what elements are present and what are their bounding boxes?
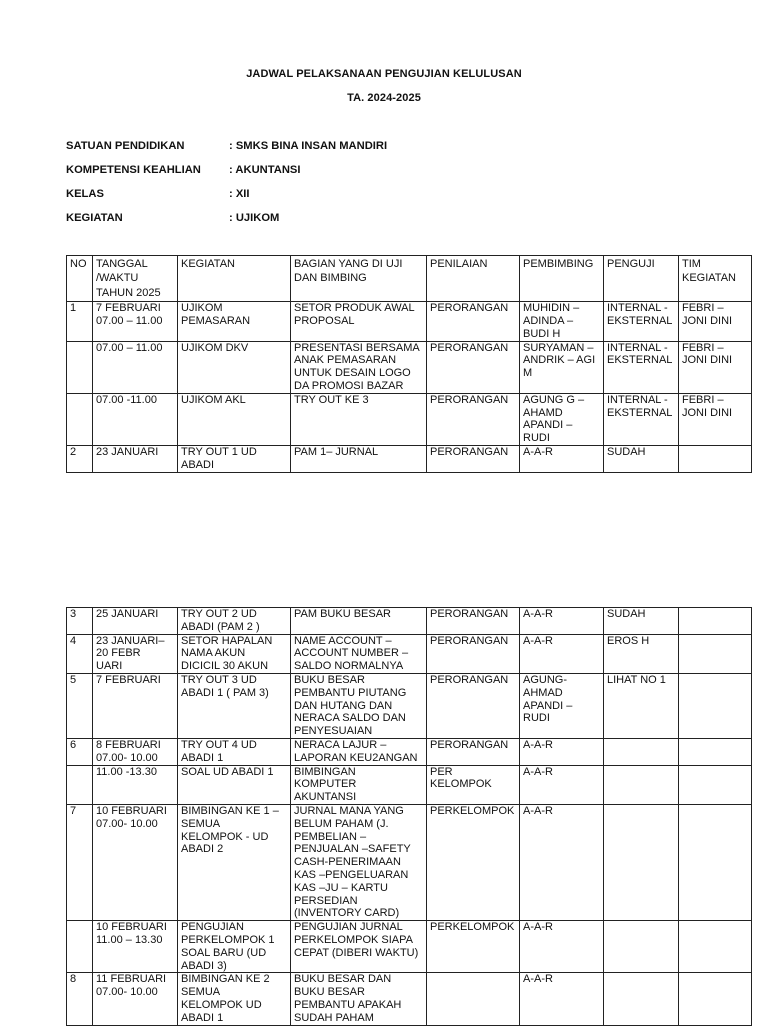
cell-tanggal-waktu: 23 JANUARI: [93, 445, 178, 472]
header-cell-pembimbing: PEMBIMBING: [520, 256, 604, 302]
schedule-table-part-1: [66, 255, 752, 473]
cell-bagian-diuji: TRY OUT KE 3: [291, 393, 427, 445]
info-label: KEGIATAN: [66, 212, 123, 224]
cell-tanggal-waktu: 7 FEBRUARI 07.00 – 11.00: [93, 302, 178, 341]
cell-no: 8: [67, 973, 93, 1025]
cell-bagian-diuji: PRESENTASI BERSAMA ANAK PEMASARAN UNTUK DESAIN LOGO DA PROMOSI BAZAR: [291, 341, 427, 393]
cell-tim-kegiatan: FEBRI – JONI DINI: [679, 393, 752, 445]
cell-tanggal-waktu: 10 FEBRUARI 07.00- 10.00: [93, 804, 178, 920]
cell-tim-kegiatan: [679, 673, 752, 738]
cell-no: 5: [67, 673, 93, 738]
cell-penguji: INTERNAL - EKSTERNAL: [604, 393, 679, 445]
cell-penguji: EROS H: [604, 634, 679, 673]
cell-no: [67, 341, 93, 393]
cell-pembimbing: AGUNG G – AHAMD APANDI – RUDI: [520, 393, 604, 445]
cell-penguji: [604, 765, 679, 804]
table-row: [67, 445, 752, 472]
cell-pembimbing: A-A-R: [520, 804, 604, 920]
table-row: [67, 738, 752, 765]
cell-kegiatan: TRY OUT 2 UD ABADI (PAM 2 ): [178, 608, 291, 635]
cell-bagian-diuji: SETOR PRODUK AWAL PROPOSAL: [291, 302, 427, 341]
cell-bagian-diuji: PAM 1– JURNAL: [291, 445, 427, 472]
table-row: [67, 393, 752, 445]
cell-tanggal-waktu: 07.00 -11.00: [93, 393, 178, 445]
cell-tanggal-waktu: 7 FEBRUARI: [93, 673, 178, 738]
cell-bagian-diuji: PENGUJIAN JURNAL PERKELOMPOK SIAPA CEPAT (DIBERI WAKTU): [291, 921, 427, 973]
info-value: : XII: [229, 188, 250, 200]
cell-penilaian: PERORANGAN: [427, 393, 520, 445]
table-row: [67, 608, 752, 635]
cell-penilaian: [427, 973, 520, 1025]
cell-pembimbing: A-A-R: [520, 738, 604, 765]
header-cell-kegiatan: KEGIATAN: [178, 256, 291, 302]
info-value: : AKUNTANSI: [229, 164, 301, 176]
cell-tim-kegiatan: [679, 973, 752, 1025]
cell-penilaian: PERORANGAN: [427, 634, 520, 673]
cell-no: 3: [67, 608, 93, 635]
table-header-row: [67, 256, 752, 302]
cell-penguji: [604, 738, 679, 765]
cell-bagian-diuji: NERACA LAJUR – LAPORAN KEU2ANGAN: [291, 738, 427, 765]
cell-pembimbing: MUHIDIN – ADINDA – BUDI H: [520, 302, 604, 341]
cell-kegiatan: BIMBINGAN KE 2 SEMUA KELOMPOK UD ABADI 1: [178, 973, 291, 1025]
document-title: JADWAL PELAKSANAAN PENGUJIAN KELULUSAN: [246, 68, 522, 80]
cell-kegiatan: UJIKOM AKL: [178, 393, 291, 445]
header-cell-tim-kegiatan: TIM KEGIATAN: [679, 256, 752, 302]
header-cell-tanggal-waktu: TANGGAL /WAKTU TAHUN 2025: [93, 256, 178, 302]
cell-penguji: [604, 804, 679, 920]
table-row: [67, 973, 752, 1025]
cell-tim-kegiatan: [679, 608, 752, 635]
cell-penilaian: PER KELOMPOK: [427, 765, 520, 804]
cell-pembimbing: SURYAMAN – ANDRIK – AGI M: [520, 341, 604, 393]
cell-penilaian: PERORANGAN: [427, 738, 520, 765]
cell-pembimbing: A-A-R: [520, 765, 604, 804]
cell-tim-kegiatan: [679, 921, 752, 973]
cell-no: 1: [67, 302, 93, 341]
cell-tim-kegiatan: [679, 765, 752, 804]
cell-penguji: INTERNAL - EKSTERNAL: [604, 302, 679, 341]
cell-no: [67, 765, 93, 804]
cell-pembimbing: A-A-R: [520, 973, 604, 1025]
cell-bagian-diuji: BUKU BESAR DAN BUKU BESAR PEMBANTU APAKAH SUDAH PAHAM: [291, 973, 427, 1025]
cell-bagian-diuji: BUKU BESAR PEMBANTU PIUTANG DAN HUTANG DAN NERACA SALDO DAN PENYESUAIAN: [291, 673, 427, 738]
table-row: [67, 673, 752, 738]
info-value: : UJIKOM: [229, 212, 280, 224]
schedule-table-body: [67, 256, 752, 473]
cell-tanggal-waktu: 07.00 – 11.00: [93, 341, 178, 393]
cell-kegiatan: PENGUJIAN PERKELOMPOK 1 SOAL BARU (UD ABADI 3): [178, 921, 291, 973]
cell-no: 2: [67, 445, 93, 472]
cell-tanggal-waktu: 25 JANUARI: [93, 608, 178, 635]
cell-bagian-diuji: NAME ACCOUNT – ACCOUNT NUMBER – SALDO NORMALNYA: [291, 634, 427, 673]
table-row: [67, 302, 752, 341]
cell-penguji: [604, 973, 679, 1025]
info-value: : SMKS BINA INSAN MANDIRI: [229, 140, 388, 152]
cell-no: [67, 393, 93, 445]
schedule-table-body: [67, 608, 752, 1026]
table-row: [67, 804, 752, 920]
cell-penilaian: PERORANGAN: [427, 673, 520, 738]
cell-kegiatan: UJIKOM PEMASARAN: [178, 302, 291, 341]
cell-bagian-diuji: PAM BUKU BESAR: [291, 608, 427, 635]
table-row: [67, 765, 752, 804]
cell-kegiatan: SETOR HAPALAN NAMA AKUN DICICIL 30 AKUN: [178, 634, 291, 673]
academic-year: TA. 2024-2025: [347, 92, 421, 104]
cell-no: 6: [67, 738, 93, 765]
cell-penilaian: PERORANGAN: [427, 608, 520, 635]
cell-penguji: [604, 921, 679, 973]
cell-kegiatan: BIMBINGAN KE 1 – SEMUA KELOMPOK - UD ABADI 2: [178, 804, 291, 920]
cell-penguji: INTERNAL - EKSTERNAL: [604, 341, 679, 393]
cell-tim-kegiatan: [679, 804, 752, 920]
cell-tanggal-waktu: 10 FEBRUARI 11.00 – 13.30: [93, 921, 178, 973]
cell-bagian-diuji: JURNAL MANA YANG BELUM PAHAM (J. PEMBELIAN – PENJUALAN –SAFETY CASH-PENERIMAAN KAS –PENGELUARAN KAS –JU – KARTU PERSEDIAN (INVENTORY CARD): [291, 804, 427, 920]
cell-pembimbing: A-A-R: [520, 634, 604, 673]
cell-penilaian: PERORANGAN: [427, 302, 520, 341]
header-cell-bagian-diuji: BAGIAN YANG DI UJI DAN BIMBING: [291, 256, 427, 302]
cell-pembimbing: AGUNG- AHMAD APANDI – RUDI: [520, 673, 604, 738]
cell-kegiatan: TRY OUT 4 UD ABADI 1: [178, 738, 291, 765]
cell-no: 7: [67, 804, 93, 920]
cell-penguji: LIHAT NO 1: [604, 673, 679, 738]
table-row: [67, 634, 752, 673]
cell-penilaian: PERKELOMPOK: [427, 921, 520, 973]
cell-tim-kegiatan: FEBRI – JONI DINI: [679, 302, 752, 341]
cell-no: 4: [67, 634, 93, 673]
table-row: [67, 921, 752, 973]
cell-pembimbing: A-A-R: [520, 608, 604, 635]
info-label: KOMPETENSI KEAHLIAN: [66, 164, 201, 176]
cell-pembimbing: A-A-R: [520, 445, 604, 472]
cell-tanggal-waktu: 23 JANUARI– 20 FEBR UARI: [93, 634, 178, 673]
cell-tim-kegiatan: [679, 738, 752, 765]
cell-kegiatan: UJIKOM DKV: [178, 341, 291, 393]
info-label: KELAS: [66, 188, 104, 200]
cell-penguji: SUDAH: [604, 445, 679, 472]
header-cell-penguji: PENGUJI: [604, 256, 679, 302]
header-cell-no: NO: [67, 256, 93, 302]
schedule-table-part-2: [66, 607, 752, 1026]
cell-tanggal-waktu: 11.00 -13.30: [93, 765, 178, 804]
cell-pembimbing: A-A-R: [520, 921, 604, 973]
cell-penilaian: PERKELOMPOK: [427, 804, 520, 920]
cell-kegiatan: SOAL UD ABADI 1: [178, 765, 291, 804]
cell-bagian-diuji: BIMBINGAN KOMPUTER AKUNTANSI: [291, 765, 427, 804]
cell-penilaian: PERORANGAN: [427, 445, 520, 472]
cell-tim-kegiatan: [679, 634, 752, 673]
cell-kegiatan: TRY OUT 3 UD ABADI 1 ( PAM 3): [178, 673, 291, 738]
cell-penguji: SUDAH: [604, 608, 679, 635]
header-cell-penilaian: PENILAIAN: [427, 256, 520, 302]
cell-kegiatan: TRY OUT 1 UD ABADI: [178, 445, 291, 472]
cell-penilaian: PERORANGAN: [427, 341, 520, 393]
cell-no: [67, 921, 93, 973]
info-label: SATUAN PENDIDIKAN: [66, 140, 185, 152]
cell-tanggal-waktu: 8 FEBRUARI 07.00- 10.00: [93, 738, 178, 765]
cell-tim-kegiatan: FEBRI – JONI DINI: [679, 341, 752, 393]
table-row: [67, 341, 752, 393]
cell-tim-kegiatan: [679, 445, 752, 472]
cell-tanggal-waktu: 11 FEBRUARI 07.00- 10.00: [93, 973, 178, 1025]
